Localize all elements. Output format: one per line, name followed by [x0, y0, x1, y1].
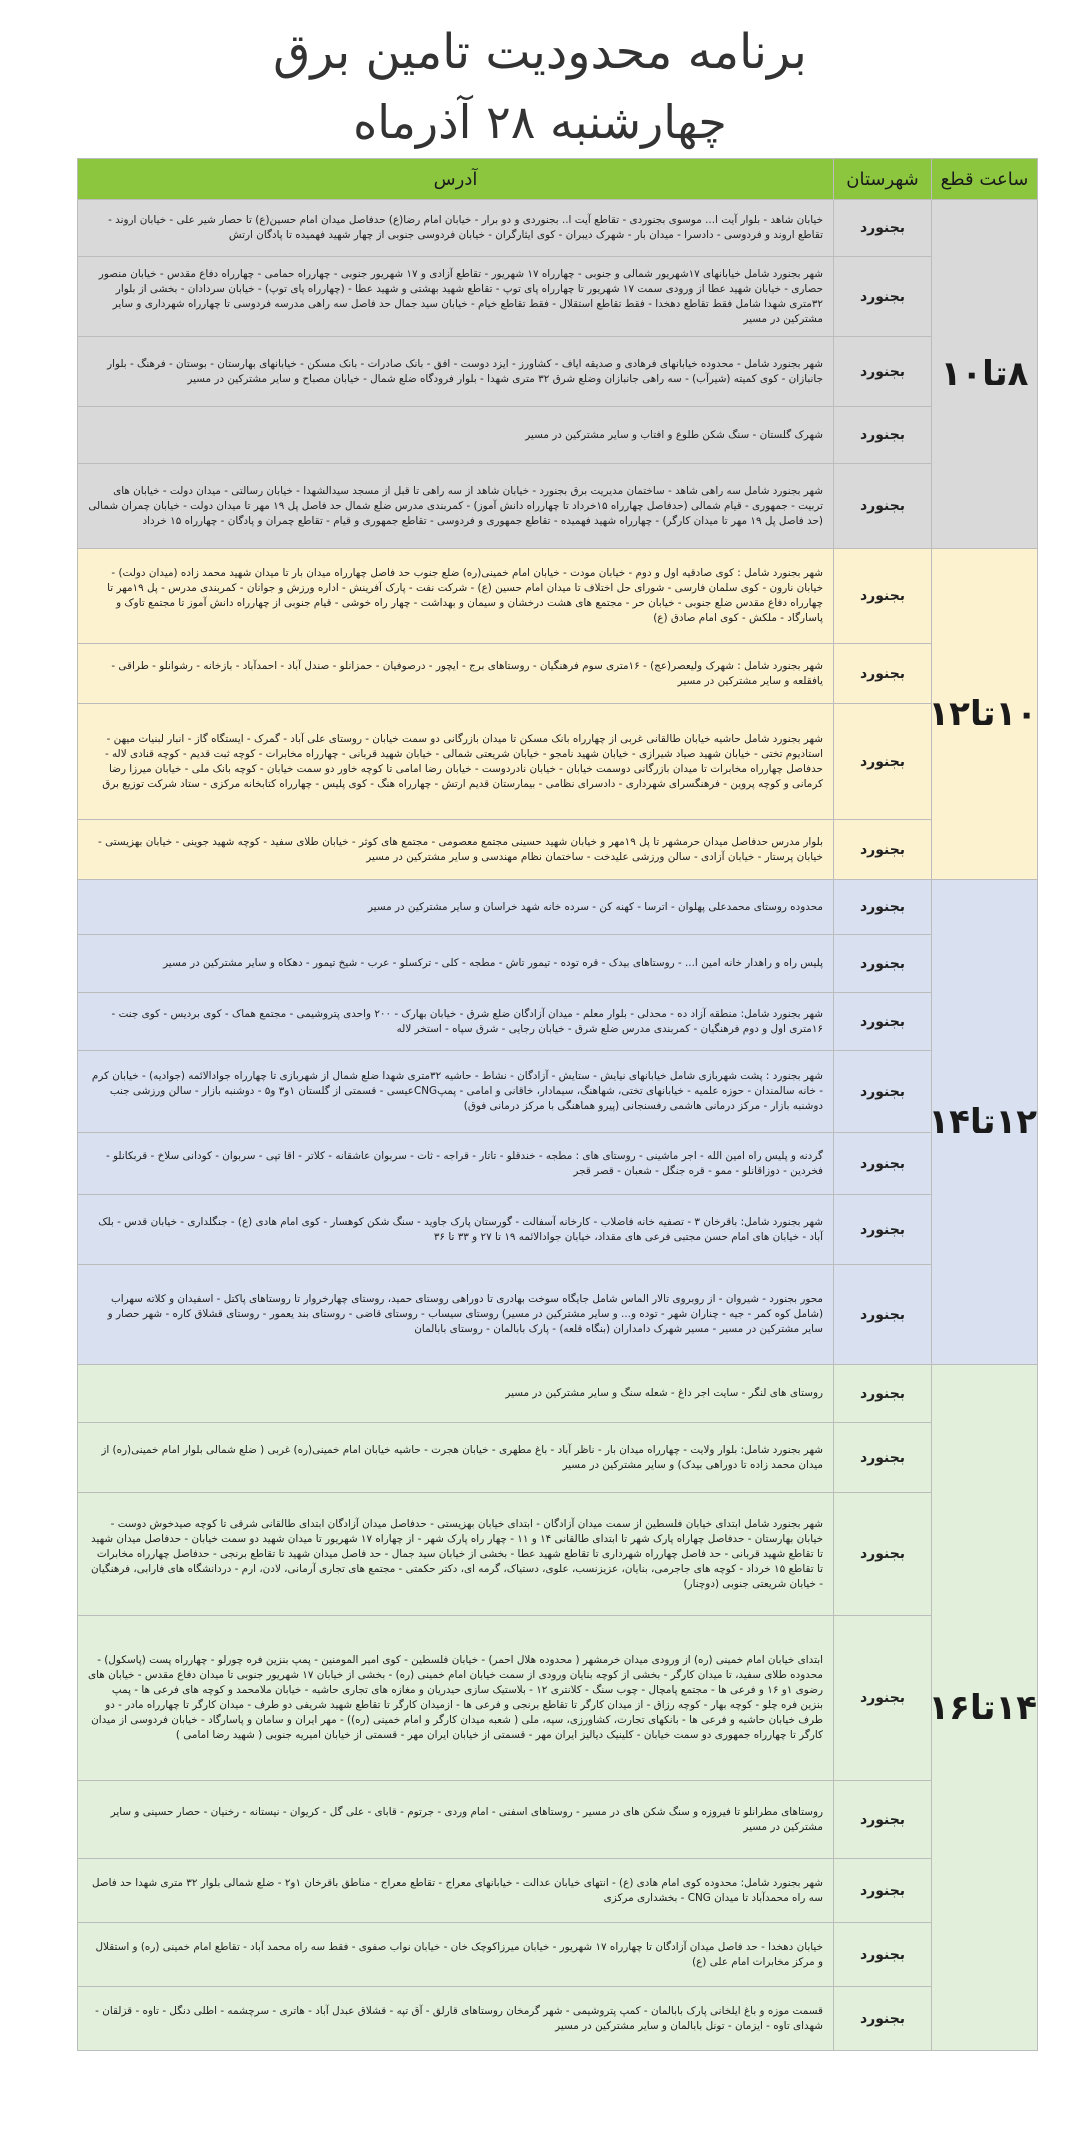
time-slot: ۱۰تا۱۲	[932, 549, 1038, 880]
address-cell: شهر بجنورد شامل: باقرخان ۳ - تصفیه خانه فاضلاب - کارخانه آسفالت - گورستان پارک جاوید - سنگ شکن کوهسار - کوی امام هادی (ع) - جنگلداری - خیابان قدس - بلک آباد - خیابان های امام حسن مجتبی فرعی های مقداد، خیابان جوادالائمه ۱۹ تا ۲۷ و ۳۳ تا ۳۶	[78, 1195, 834, 1265]
city-cell: بجنورد	[834, 1051, 932, 1133]
address-cell: شهر بجنورد شامل: محدوده کوی امام هادی (ع) - انتهای خیابان عدالت - خیابانهای معراج - تقاطع معراج - مناطق باقرخان ۱و۲ - ضلع شمالی بلوار ۳۲ متری شهدا حد فاصل سه راه محمدآباد تا میدان CNG - بخشداری مرکزی	[78, 1859, 834, 1923]
time-group-12-14	[78, 880, 1038, 1365]
time-slot: ۱۲تا۱۴	[932, 880, 1038, 1365]
address-cell: محدوده روستای محمدعلی پهلوان - اترسا - کهنه کن - سرده خانه شهد خراسان و سایر مشترکین در مسیر	[78, 880, 834, 935]
city-cell: بجنورد	[834, 993, 932, 1051]
address-cell: شهرک گلستان - سنگ شکن طلوع و افتاب و سایر مشترکین در مسیر	[78, 407, 834, 464]
table-row	[78, 1423, 1038, 1493]
address-cell: ابتدای خیابان امام خمینی (ره) از ورودی میدان خرمشهر ( محدوده هلال احمر) - خیابان فلسطین - کوی امیر المومنین - پمپ بنزین فره چورلو - چهارراه پست (پاسکول) - محدوده طلای سفید، تا میدان کارگر - بخشی از کوچه بنایان ورودی از سمت خیابان امام خمینی (ره) - بخشی از خیابان ۱۷ شهریور جنوبی تا میدان دفاع مقدس - خیابان های رضوی ۱و ۱۶ و فرعی ها - مجتمع پامچال - چوب سنگ - کلانتری ۱۲ - بلاستیک سازی حیدریان و مغازه های تجاری حاشیه - خیابان ملامحمد و کوچه های فرعی ها - پمپ بنزین فره چلو - کوچه بهار - کوچه رزاق - از میدان کارگر تا تقاطع برنجی و فرعی ها - ازمیدان کارگر تا تقاطع شهید شریفی دو طرف - میدان کارگر تا چهارراه مادر - دو طرف خیابان حاشیه و فرعی ها - بانکهای تجارت، کشاورزی، سپه، ملی ( شعبه میدان کارگر و امام خمینی (ره)) - مهر ایران و سامان و پاسارگاد - خیابان فردوسی از میدان کارگر تا چهارراه جمهوری دو سمت خیابان - کلینیک دیالیز ایران مهر - قسمتی از خیابان ایران مهر - قسمتی از خیابان امیریه جنوبی ( شهید رضا امامی )	[78, 1616, 834, 1781]
time-group-8-10	[78, 200, 1038, 549]
city-cell: بجنورد	[834, 1265, 932, 1365]
city-cell: بجنورد	[834, 1493, 932, 1616]
time-slot: ۱۴تا۱۶	[932, 1365, 1038, 2051]
city-cell: بجنورد	[834, 1781, 932, 1859]
table-row	[78, 549, 1038, 644]
address-cell: شهر بجنورد شامل سه راهی شاهد - ساختمان مدیریت برق بجنورد - خیابان شاهد از سه راهی تا قبل از مسجد سیدالشهدا - خیابان رسالتی - میدان دولت - خیابان های تربیت - جمهوری - قیام شمالی (حدفاصل چهارراه ۱۵خرداد تا چهارراه دانش آموز) - کمربندی مدرس ضلع شمال حد فاصل پل ۱۹ مهر تا میدان دولت - خیابان چمران شمالی (حد فاصل پل ۱۹ مهر تا میدان کارگر) - چهارراه شهید فهمیده - تقاطع جمهوری و فردوسی - تقاطع جمهوری و قیام - تقاطع چمران و پادگان - چهارراه ۱۵ خرداد	[78, 464, 834, 549]
table-row	[78, 935, 1038, 993]
address-cell: شهر بجنورد : پشت شهربازی شامل خیابانهای نیایش - ستایش - آزادگان - نشاط - حاشیه ۳۲متری شهدا ضلع شمال از شهربازی تا چهارراه جوادالائمه (جوادیه) - خیابان کرم - خانه سالمندان - حوزه علمیه - خیابانهای تختی، شهاهنگ، سیمادار، خاقانی و امامی - پمپCNGعیسی - قسمتی از گلستان ۱و۳ و۵ - دوشنبه بازار - سالن ورزشی جنب دوشنبه بازار - مرکز درمانی هاشمی رفسنجانی (پیرو هماهنگی با مرکز درمانی فوق)	[78, 1051, 834, 1133]
city-cell: بجنورد	[834, 704, 932, 820]
address-cell: روستاهای مطرانلو تا فیروزه و سنگ شکن های در مسیر - روستاهای اسفنی - امام وردی - جرتوم - قابای - علی گل - کریوان - نیستانه - رخنیان - حصار حسینی و سایر مشترکین در مسیر	[78, 1781, 834, 1859]
header-row	[78, 159, 1038, 200]
document-title: برنامه محدودیت تامین برق	[273, 24, 807, 80]
table-row	[78, 1365, 1038, 1423]
table-row	[78, 257, 1038, 337]
table-row	[78, 1133, 1038, 1195]
table-row	[78, 200, 1038, 257]
table-row	[78, 337, 1038, 407]
city-cell: بجنورد	[834, 200, 932, 257]
address-cell: شهر بجنورد شامل خیابانهای ۱۷شهریور شمالی و جنوبی - چهارراه ۱۷ شهریور - تقاطع آزادی و ۱۷ شهریور جنوبی - چهارراه حمامی - چهارراه دفاع مقدس - خیابان منصور حصاری - خیابان شهید عطا از ورودی سمت ۱۷ شهریور تا چهارراه پای توپ - تقاطع شهید بهشتی و شهید عطا - (چهارراه پای توپ) - خیابان سردادان - بخشی از بلوار ۳۲متری شهدا شامل فقط تقاطع دهخدا - فقط تقاطع استقلال - فقط تقاطع خیام - خیابان سید جمال حد فاصل سه راهی مدرسه فردوسی تا چهارراه شهرداری و سایر مشترکین در مسیر	[78, 257, 834, 337]
address-cell: پلیس راه و راهدار خانه امین ا... - روستاهای بیدک - قره توده - تیمور تاش - مطجه - کلی - ترکسلو - عرب - شیخ تیمور - دهکاه و سایر مشترکین در مسیر	[78, 935, 834, 993]
address-cell: شهر بجنورد شامل: منطقه آزاد ده - محدلی - بلوار معلم - میدان آزادگان ضلع شرق - خیابان بهارک - ۲۰۰ واحدی پتروشیمی - مجتمع هماک - کوی بردیس - کوی جنت - ۱۶متری اول و دوم فرهنگیان - کمربندی مدرس ضلع شرق - خیابان رجایی - شرق سپاه - استخر لاله	[78, 993, 834, 1051]
city-cell: بجنورد	[834, 1923, 932, 1987]
table-row	[78, 1781, 1038, 1859]
table-row	[78, 644, 1038, 704]
header-address: آدرس	[78, 159, 834, 200]
city-cell: بجنورد	[834, 337, 932, 407]
table-row	[78, 1859, 1038, 1923]
city-cell: بجنورد	[834, 549, 932, 644]
table-row	[78, 464, 1038, 549]
table-row	[78, 407, 1038, 464]
address-cell: شهر بجنورد شامل : شهرک ولیعصر(عج) - ۱۶متری سوم فرهنگیان - روستاهای برج - ایچور - درصوفیان - حمزانلو - صندل آباد - احمدآباد - بازخانه - رشوانلو - طراقی - یافقلعه و سایر مشترکین در مسیر	[78, 644, 834, 704]
city-cell: بجنورد	[834, 1616, 932, 1781]
address-cell: خیابان دهخدا - حد فاصل میدان آزادگان تا چهارراه ۱۷ شهریور - خیابان میرزاکوچک خان - خیابان نواب صفوی - فقط سه راه محمد آباد - تقاطع امام خمینی (ره) و استقلال و مرکز مخابرات امام علی (ع)	[78, 1923, 834, 1987]
city-cell: بجنورد	[834, 1423, 932, 1493]
city-cell: بجنورد	[834, 464, 932, 549]
table-row	[78, 820, 1038, 880]
header-time: ساعت قطع	[932, 159, 1038, 200]
address-cell: روستای های لنگر - سایت اجر داغ - شعله سنگ و سایر مشترکین در مسیر	[78, 1365, 834, 1423]
table-row	[78, 1195, 1038, 1265]
address-cell: گردنه و پلیس راه امین الله - اجر ماشینی - روستای های : مطجه - خندقلو - تاتار - قراجه - ثات - سربوان عاشقانه - کلاتر - اقا تپی - سربوان - کودانی سلاخ - قربکانلو - فخردین - دوزاقانلو - ممو - قره جنگل - شعبان - قصر قجر	[78, 1133, 834, 1195]
table-row	[78, 993, 1038, 1051]
city-cell: بجنورد	[834, 644, 932, 704]
address-cell: شهر بجنورد شامل: بلوار ولایت - چهارراه میدان بار - ناظر آباد - باغ مطهری - خیابان هجرت - حاشیه خیابان امام خمینی(ره) غربی ( ضلع شمالی بلوار امام خمینی(ره) از میدان محمد زاده تا دوراهی بیدک) و سایر مشترکین در مسیر	[78, 1423, 834, 1493]
table-row	[78, 1987, 1038, 2051]
time-slot: ۸تا۱۰	[932, 200, 1038, 549]
table-row	[78, 704, 1038, 820]
city-cell: بجنورد	[834, 257, 932, 337]
city-cell: بجنورد	[834, 1195, 932, 1265]
table-row	[78, 1493, 1038, 1616]
table-row	[78, 1265, 1038, 1365]
address-cell: شهر بجنورد شامل - محدوده خیابانهای فرهادی و صدیقه ایاف - کشاورز - ایزد دوست - افق - بانک صادرات - بانک مسکن - خیابانهای بهارستان - بوستان - فرهنگ - بلوار جانبازان - کوی کمیته (شیرآب) - سه راهی جانبازان وضلع شرق ۳۲ متری شهدا - بلوار فرودگاه ضلع شمال - خیابان مصباح و سایر مشترکین در مسیر	[78, 337, 834, 407]
city-cell: بجنورد	[834, 1365, 932, 1423]
city-cell: بجنورد	[834, 407, 932, 464]
address-cell: محور بجنورد - شیروان - از روبروی تالار الماس شامل جایگاه سوخت بهادری تا دوراهی روستای حمید، روستای چهارخروار تا روستاهای پاکتل - اسفیدان و کلاته سهراب (شامل کوه کمر - جیه - چناران شهر - توده و... و سایر مشترکین در مسیر) روستای سیساب - روستای قاضی - روستای بند یعمور - روستای قشلاق کاره - شهر حصار و سایر مشترکین در مسیر - مسیر شهرک دامداران (بنگاه قلعه) - پارک بابالمان - روستای بابالمان	[78, 1265, 834, 1365]
city-cell: بجنورد	[834, 1133, 932, 1195]
address-cell: شهر بجنورد شامل : کوی صادقیه اول و دوم - خیابان مودت - خیابان امام خمینی(ره) ضلع جنوب حد فاصل چهارراه میدان بار تا میدان شهید محمد زاده (میدان دولت) - خیابان نارون - کوی سلمان فارسی - شورای حل اختلاف تا میدان امام حسین (ع) - شرکت نفت - پارک آفرینش - اداره ورزش و جوانان - کمربندی مدرس - پل ۱۹مهر تا چهارراه دفاع مقدس ضلع جنوبی - خیابان حر - مجتمع های هشت درخشان و سیمان و بهداشت - چهار راه خوشی - قیام جنوبی از چهارراه دانش آموز تا مجتمع تاوک و پاسارگاد - ملکش - کوی امام صادق (ع)	[78, 549, 834, 644]
schedule-table	[77, 158, 1038, 2051]
city-cell: بجنورد	[834, 880, 932, 935]
address-cell: خیابان شاهد - بلوار آیت ا... موسوی بجنوردی - تقاطع آیت ا.. بجنوردی و دو برار - خیابان امام رضا(ع) حدفاصل میدان امام حسین(ع) تا حصار شیر علی - خیابان اروند - تقاطع اروند و فردوسی - دادسرا - میدان بار - شهرک دیبران - کوی ایثارگران - خیابان فردوسی جنوبی از چهار شهید فهمیده تا پادگان ارتش	[78, 200, 834, 257]
table-row	[78, 1051, 1038, 1133]
table-row	[78, 880, 1038, 935]
city-cell: بجنورد	[834, 820, 932, 880]
address-cell: شهر بجنورد شامل حاشیه خیابان طالقانی غربی از چهارراه بانک مسکن تا میدان بازرگانی دو سمت خیابان - روستای علی آباد - گمرک - ایستگاه گاز - انبار لبنیات میهن - استادیوم تختی - خیابان شهید صیاد شیرازی - خیابان شهید نامجو - خیابان شریعتی شمالی - خیابان شهید قربانی - چهارراه مخابرات - کوچه ثبت قدیم - کوچه قنادی لاله - حدفاصل چهارراه مخابرات تا میدان بازرگانی دوسمت خیابان - خیابان نادردوست - خیابان رضا امامی تا کوچه خاور دو سمت خیابان - کوچه بانک ملی - خیابان میرزا رضا کرمانی و کوچه پروین - فرهنگسرای شهرداری - دادسرای نظامی - بیمارستان قدیم ارتش - چهارراه هنگ - کوی پلیس - چهارراه کتابخانه مرکزی - ستاد شرکت توزیع برق	[78, 704, 834, 820]
document-subtitle: چهارشنبه ۲۸ آذرماه	[353, 95, 727, 149]
table-row	[78, 1923, 1038, 1987]
address-cell: بلوار مدرس حدفاصل میدان حرمشهر تا پل ۱۹مهر و خیابان شهید حسینی مجتمع معصومی - مجتمع های کوثر - خیابان طلای سفید - کوچه شهید جوینی - خیابان بهزیستی - خیابان پرستار - خیابان آزادی - سالن ورزشی علیدخت - ساختمان نظام مهندسی و سایر مشترکین در مسیر	[78, 820, 834, 880]
city-cell: بجنورد	[834, 935, 932, 993]
table-row	[78, 1616, 1038, 1781]
address-cell: شهر بجنورد شامل ابتدای خیابان فلسطین از سمت میدان آزادگان - ابتدای خیابان بهزیستی - حدفاصل میدان آزادگان ابتدای طالقانی شرقی تا کوچه صیدخوش دوست - خیابان بهارستان - حدفاصل چهاراه پارک شهر تا ابتدای طالقانی ۱۴ و ۱۱ - چهار راه پارک شهر - از چهاراه ۱۷ شهریور تا میدان شهید دو سمت خیابان - حدفاصل میدان شهید تا تقاطع شهید قربانی - حد فاصل چهارراه شهرداری تا تقاطع شهید عطا - بخشی از خیابان سید جمال - حد فاصل میدان شهید تا تقاطع برنجی - حدفاصل چهارراه مخابرات تا تقاطع ۱۵ خرداد - کوچه های جاجرمی، بنایان، عزیزنسب، علوی، دستیاک، گرمه ای، دکتر حکمتی - مجتمع های تجاری آرمانی، لادن، ارم - دردانشگاه های فارابی، فرهنگیان - خیابان شریعتی جنوبی (دوچنار)	[78, 1493, 834, 1616]
city-cell: بجنورد	[834, 1987, 932, 2051]
time-group-10-12	[78, 549, 1038, 880]
header-city: شهرستان	[834, 159, 932, 200]
city-cell: بجنورد	[834, 1859, 932, 1923]
address-cell: قسمت موزه و باغ ایلخانی پارک بابالمان - کمپ پتروشیمی - شهر گرمخان روستاهای قارلق - آق تپه - قشلاق عبدل آباد - هاتری - سرچشمه - اطلی دنگل - تاوه - قزلقان - شهدای تاوه - ایزمان - تونل بابالمان و سایر مشترکین در مسیر	[78, 1987, 834, 2051]
time-group-14-16	[78, 1365, 1038, 2051]
